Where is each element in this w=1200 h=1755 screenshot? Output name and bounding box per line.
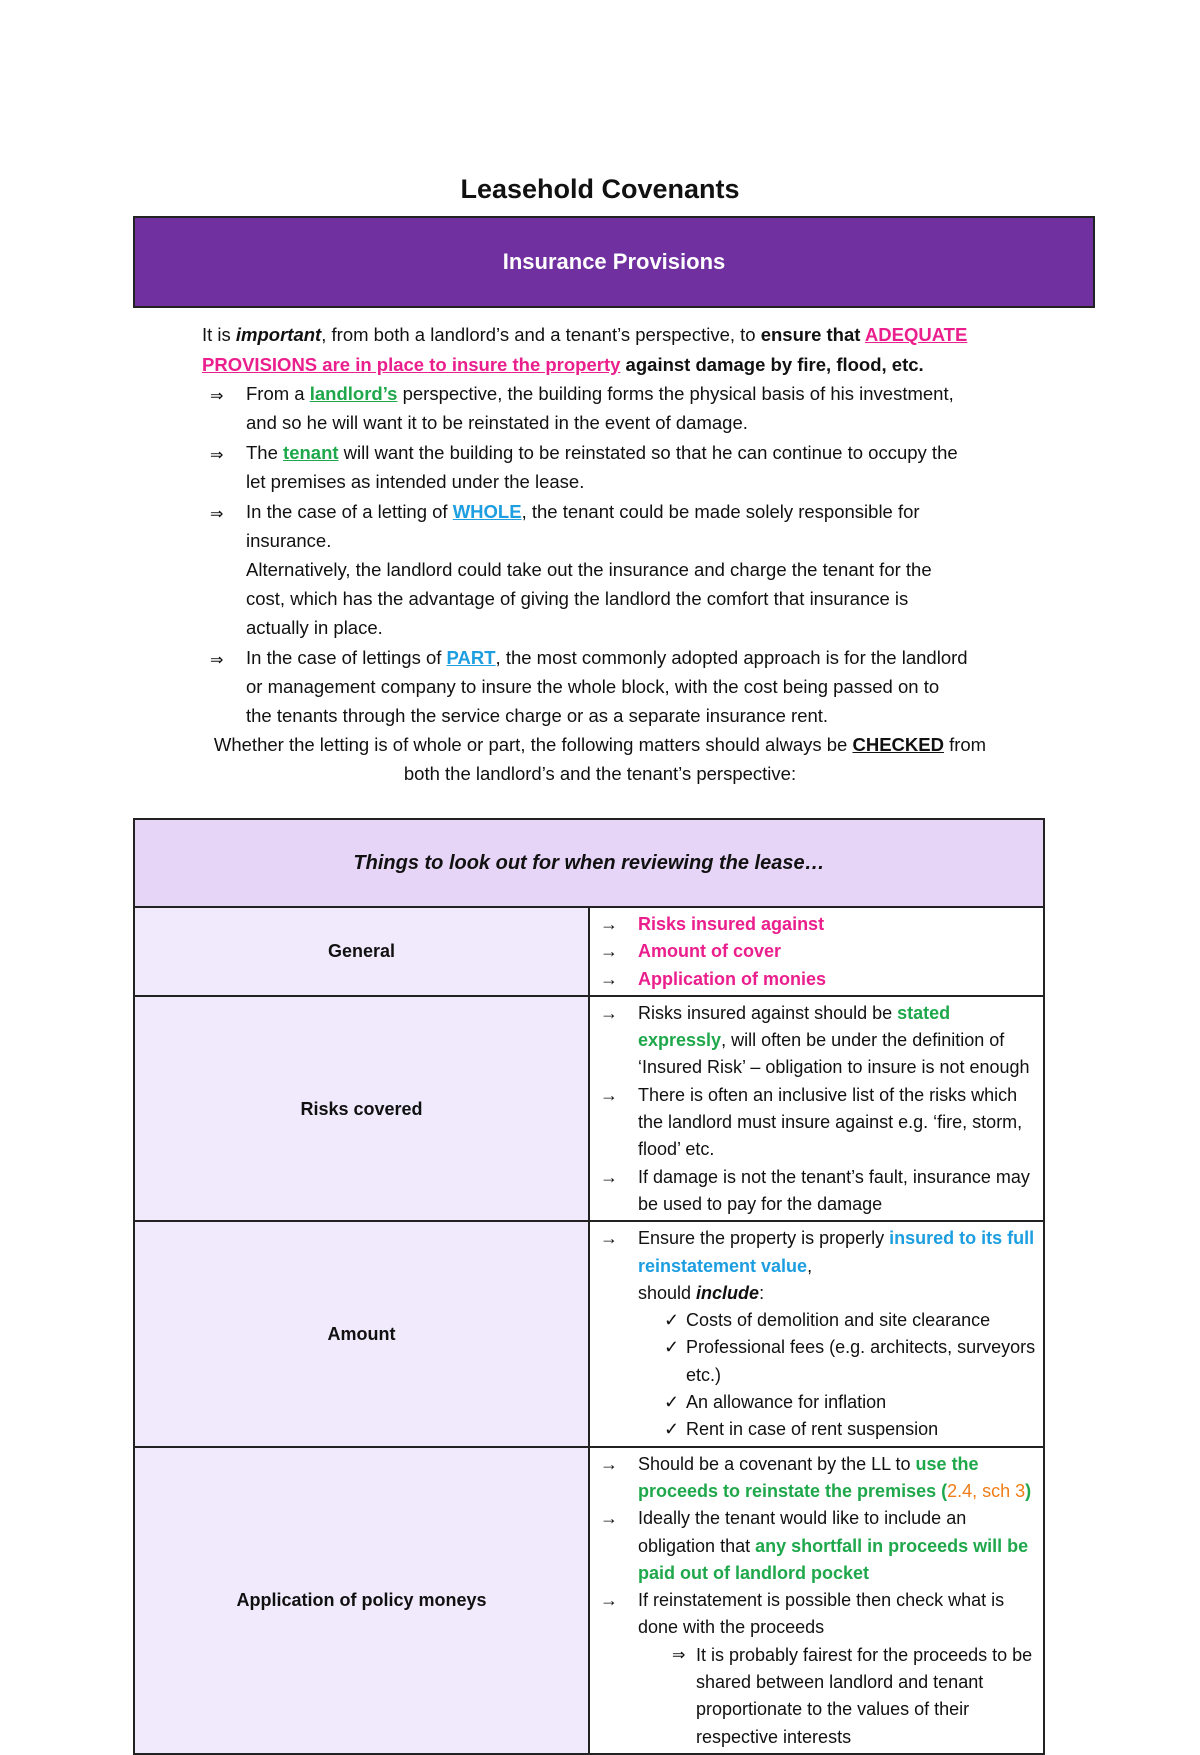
- point-3-line-4: cost, which has the advantage of giving the landlord the comfort that insurance is: [246, 588, 909, 609]
- checkmark-icon: ✓: [664, 1310, 680, 1331]
- list-item: → Should be a covenant by the LL to use the proceeds to reinstate the premises (2.4, sch 3): [600, 1451, 1037, 1506]
- point-3-line-3: Alternatively, the landlord could take out the insurance and charge the tenant for the: [246, 559, 932, 580]
- row-label-application: Application of policy moneys: [134, 1447, 589, 1754]
- list-item: → If damage is not the tenant’s fault, insurance may be used to pay for the damage: [600, 1164, 1037, 1219]
- double-arrow-icon: ⇒: [210, 506, 224, 523]
- list-item: → Ideally the tenant would like to include an obligation that any shortfall in proceeds will be paid out of landlord pocket: [600, 1505, 1037, 1587]
- arrow-icon: →: [600, 1084, 618, 1105]
- intro-line-1: It is important, from both a landlord’s and a tenant’s perspective, to ensure that ADEQUATE: [202, 324, 968, 345]
- double-arrow-icon: ⇒: [210, 652, 224, 669]
- point-4-line-3: the tenants through the service charge or as a separate insurance rent.: [246, 705, 829, 726]
- page-title: Leasehold Covenants: [460, 174, 740, 204]
- lease-review-table: [133, 818, 1045, 1755]
- row-content-risks-covered: [589, 996, 1044, 1221]
- point-1-line-2: and so he will want it to be reinstated in the event of damage.: [246, 412, 748, 433]
- arrow-icon: →: [600, 1228, 618, 1249]
- arrow-icon: →: [600, 941, 618, 962]
- arrow-icon: →: [600, 1508, 618, 1529]
- closing-line-2: both the landlord’s and the tenant’s perspective:: [403, 763, 797, 784]
- point-4-line-1: In the case of lettings of PART, the most commonly adopted approach is for the landlord: [246, 647, 968, 668]
- checklist-item: ✓ Costs of demolition and site clearance: [600, 1307, 1037, 1334]
- checkmark-icon: ✓: [664, 1419, 680, 1440]
- point-4-line-2: or management company to insure the whole block, with the cost being passed on to: [246, 676, 940, 697]
- double-arrow-icon: ⇒: [210, 447, 224, 464]
- section-banner: [133, 216, 1095, 308]
- list-item: → Risks insured against: [600, 911, 1037, 938]
- list-item: → Application of monies: [600, 966, 1037, 993]
- row-label-amount: Amount: [134, 1221, 589, 1446]
- row-content-general: [589, 907, 1044, 996]
- list-item: → If reinstatement is possible then check what is done with the proceeds: [600, 1587, 1037, 1642]
- arrow-icon: →: [600, 1166, 618, 1187]
- arrow-icon: →: [600, 1590, 618, 1611]
- checkmark-icon: ✓: [664, 1392, 680, 1413]
- arrow-icon: →: [600, 968, 618, 989]
- row-label-risks-covered: Risks covered: [134, 996, 589, 1221]
- table-header: Things to look out for when reviewing the lease…: [134, 819, 1044, 907]
- point-2-line-1: The tenant will want the building to be reinstated so that he can continue to occupy the: [246, 442, 958, 463]
- list-item: → Risks insured against should be stated expressly, will often be under the definition of ‘Insured Risk’ – obligation to insure is not enough: [600, 1000, 1037, 1082]
- arrow-icon: →: [600, 1002, 618, 1023]
- table-header-row: [134, 819, 1044, 907]
- list-item: → There is often an inclusive list of the risks which the landlord must insure against e.g. ‘fire, storm, flood’ etc.: [600, 1082, 1037, 1164]
- list-item: → Ensure the property is properly insured to its full reinstatement value, should include:: [600, 1225, 1037, 1307]
- sub-list-item: ⇒ It is probably fairest for the proceeds to be shared between landlord and tenant proportionate to the values of their respective interests: [600, 1642, 1037, 1751]
- double-arrow-icon: ⇒: [672, 1646, 686, 1664]
- point-1-line-1: From a landlord’s perspective, the building forms the physical basis of his investment,: [246, 383, 954, 404]
- table-row: [134, 1447, 1044, 1754]
- row-content-amount: [589, 1221, 1044, 1446]
- list-item: → Amount of cover: [600, 938, 1037, 965]
- arrow-icon: →: [600, 1453, 618, 1474]
- table-row: [134, 907, 1044, 996]
- point-3-line-5: actually in place.: [246, 617, 383, 638]
- table-row: [134, 996, 1044, 1221]
- closing-line-1: Whether the letting is of whole or part, the following matters should always be CHECKED from: [213, 734, 987, 755]
- point-3-line-2: insurance.: [246, 530, 332, 551]
- point-3-line-1: In the case of a letting of WHOLE, the tenant could be made solely responsible for: [246, 501, 920, 522]
- checklist-item: ✓ Professional fees (e.g. architects, surveyors etc.): [600, 1334, 1037, 1389]
- arrow-icon: →: [600, 914, 618, 934]
- row-label-general: General: [134, 907, 589, 996]
- intro-line-2: PROVISIONS are in place to insure the property against damage by fire, flood, etc.: [202, 354, 924, 375]
- double-arrow-icon: ⇒: [210, 388, 224, 405]
- table-row: [134, 1221, 1044, 1446]
- checklist-item: ✓ An allowance for inflation: [600, 1389, 1037, 1416]
- point-2-line-2: let premises as intended under the lease.: [246, 471, 585, 492]
- row-content-application: [589, 1447, 1044, 1754]
- checkmark-icon: ✓: [664, 1337, 680, 1358]
- checklist-item: ✓ Rent in case of rent suspension: [600, 1416, 1037, 1443]
- section-banner-title: Insurance Provisions: [502, 249, 726, 274]
